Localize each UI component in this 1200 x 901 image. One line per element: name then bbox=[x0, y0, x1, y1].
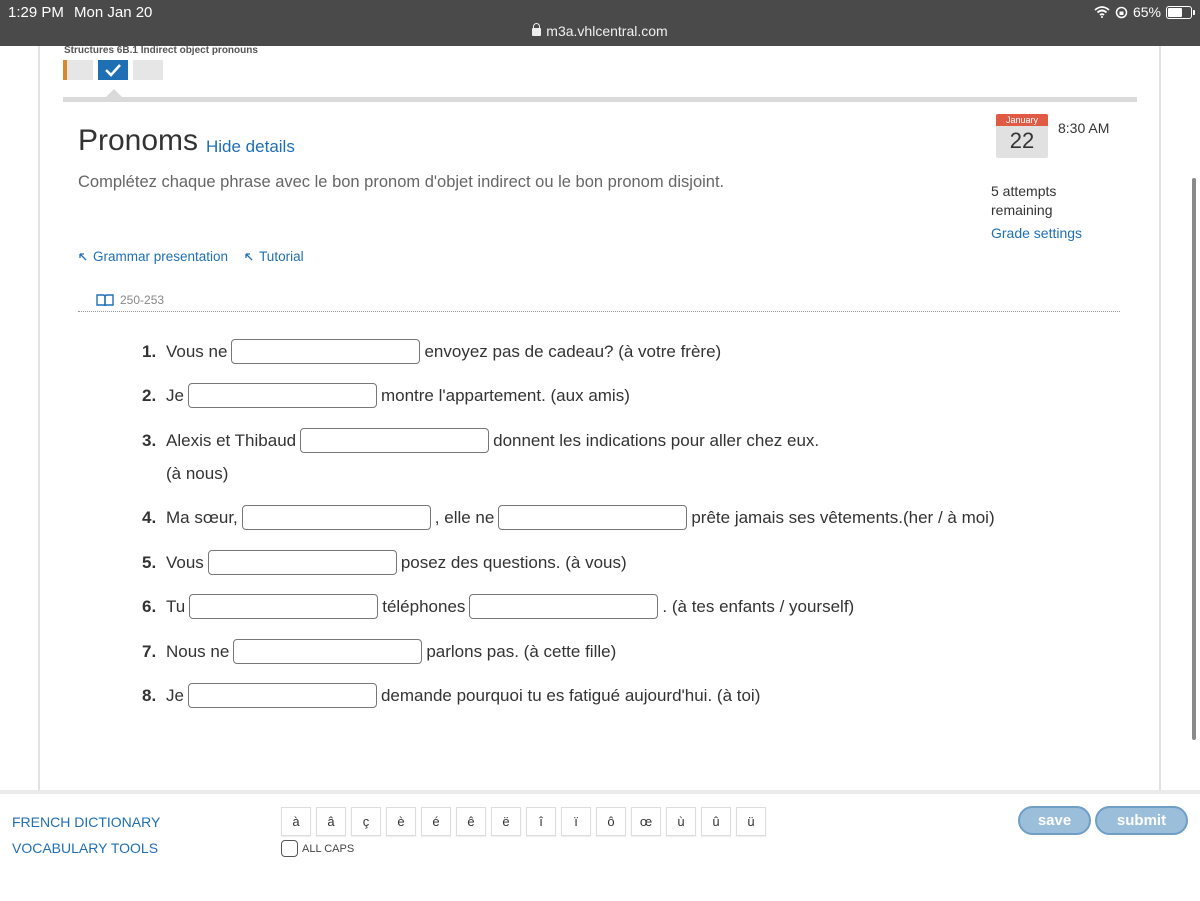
question-text: demande pourquoi tu es fatigué aujourd'hui. (à toi) bbox=[380, 685, 761, 705]
char-button[interactable]: ü bbox=[736, 807, 766, 836]
question-2 bbox=[142, 383, 630, 408]
tutorial-label: Tutorial bbox=[259, 249, 304, 264]
hide-details-link[interactable]: Hide details bbox=[206, 137, 295, 156]
all-caps-checkbox[interactable] bbox=[281, 840, 298, 857]
progress-step-2[interactable] bbox=[98, 60, 128, 80]
question-6 bbox=[142, 594, 854, 619]
all-caps-toggle[interactable] bbox=[281, 840, 354, 857]
url-text: m3a.vhlcentral.com bbox=[546, 23, 668, 39]
page-range: 250-253 bbox=[120, 293, 165, 307]
question-text: prête jamais ses vêtements.(her / à moi) bbox=[691, 507, 995, 527]
char-button[interactable]: â bbox=[316, 807, 346, 836]
status-date: Mon Jan 20 bbox=[74, 4, 153, 21]
frame-right-border bbox=[1159, 46, 1161, 791]
question-5 bbox=[142, 550, 627, 575]
question-3 bbox=[142, 428, 819, 453]
question-text: . (à tes enfants / yourself) bbox=[662, 596, 855, 616]
answer-input[interactable] bbox=[189, 594, 378, 619]
question-4 bbox=[142, 505, 995, 530]
answer-input[interactable] bbox=[233, 639, 422, 664]
page-title: Pronoms bbox=[78, 124, 199, 157]
question-text: Ma sœur, bbox=[166, 507, 238, 527]
french-dictionary-link[interactable]: FRENCH DICTIONARY bbox=[12, 814, 161, 830]
grammar-presentation-label: Grammar presentation bbox=[93, 249, 229, 264]
char-button[interactable]: û bbox=[701, 807, 731, 836]
question-8 bbox=[142, 683, 760, 708]
char-button[interactable]: è bbox=[386, 807, 416, 836]
answer-input[interactable] bbox=[498, 505, 687, 530]
content-divider bbox=[78, 311, 1120, 312]
accent-character-palette bbox=[281, 807, 766, 836]
vocabulary-tools-link[interactable]: VOCABULARY TOOLS bbox=[12, 840, 159, 856]
progress-step-3[interactable] bbox=[133, 60, 163, 80]
question-text: Vous bbox=[166, 552, 204, 572]
question-text: posez des questions. (à vous) bbox=[400, 552, 627, 572]
submit-button[interactable]: submit bbox=[1095, 806, 1188, 835]
question-text: Tu bbox=[166, 596, 186, 616]
answer-input[interactable] bbox=[231, 339, 420, 364]
answer-input[interactable] bbox=[242, 505, 431, 530]
resource-links bbox=[78, 249, 304, 264]
tutorial-link[interactable] bbox=[244, 249, 304, 264]
char-button[interactable]: é bbox=[421, 807, 451, 836]
address-bar[interactable] bbox=[0, 23, 1200, 39]
question-number: 1. bbox=[142, 341, 157, 361]
question-1 bbox=[142, 339, 721, 364]
orientation-lock-icon bbox=[1115, 6, 1128, 19]
bottom-toolbar bbox=[0, 790, 1200, 901]
question-number: 6. bbox=[142, 596, 157, 616]
book-icon bbox=[96, 294, 114, 307]
activity-progress bbox=[63, 60, 163, 80]
question-number: 2. bbox=[142, 385, 157, 405]
question-number: 3. bbox=[142, 430, 157, 450]
char-button[interactable]: ê bbox=[456, 807, 486, 836]
status-time: 1:29 PM bbox=[8, 4, 64, 21]
answer-input[interactable] bbox=[188, 683, 377, 708]
question-text: Je bbox=[166, 685, 184, 705]
answer-input[interactable] bbox=[208, 550, 397, 575]
battery-icon bbox=[1166, 6, 1192, 19]
scrollbar[interactable] bbox=[1192, 178, 1196, 740]
question-number: 4. bbox=[142, 507, 157, 527]
due-day: 22 bbox=[1009, 128, 1035, 153]
question-7 bbox=[142, 639, 616, 664]
question-text: Je bbox=[166, 385, 184, 405]
battery-percent: 65% bbox=[1132, 4, 1161, 20]
grade-settings-link[interactable]: Grade settings bbox=[991, 225, 1083, 241]
header-divider bbox=[63, 97, 1137, 102]
attempts-remaining: 5 attempts remaining bbox=[991, 183, 1057, 218]
question-text: Alexis et Thibaud bbox=[166, 430, 297, 450]
lock-icon bbox=[532, 28, 541, 36]
answer-input[interactable] bbox=[300, 428, 489, 453]
external-arrow-icon bbox=[244, 252, 254, 262]
question-text: montre l'appartement. (aux amis) bbox=[380, 385, 630, 405]
char-button[interactable]: à bbox=[281, 807, 311, 836]
question-text: Nous ne bbox=[166, 641, 230, 661]
instructions: Complétez chaque phrase avec le bon pronom d'objet indirect ou le bon pronom disjoint. bbox=[78, 173, 725, 191]
answer-input[interactable] bbox=[188, 383, 377, 408]
save-button[interactable]: save bbox=[1018, 806, 1091, 835]
status-indicators bbox=[1094, 4, 1192, 20]
frame-left-border bbox=[38, 46, 40, 791]
char-button[interactable]: î bbox=[526, 807, 556, 836]
due-month: January bbox=[996, 114, 1048, 126]
char-button[interactable]: ù bbox=[666, 807, 696, 836]
question-number: 8. bbox=[142, 685, 157, 705]
question-text: donnent les indications pour aller chez eux. bbox=[493, 430, 820, 450]
breadcrumb: Structures 6B.1 Indirect object pronouns bbox=[64, 45, 258, 56]
due-time: 8:30 AM bbox=[1058, 120, 1110, 136]
question-text: , elle ne bbox=[434, 507, 495, 527]
question-text: parlons pas. (à cette fille) bbox=[426, 641, 617, 661]
char-button[interactable]: ç bbox=[351, 807, 381, 836]
char-button[interactable]: ô bbox=[596, 807, 626, 836]
textbook-pages[interactable] bbox=[96, 293, 164, 307]
status-bar bbox=[0, 0, 1200, 46]
char-button[interactable]: ï bbox=[561, 807, 591, 836]
question-number: 5. bbox=[142, 552, 157, 572]
question-text: Vous ne bbox=[166, 341, 228, 361]
char-button[interactable]: ë bbox=[491, 807, 521, 836]
external-arrow-icon bbox=[78, 252, 88, 262]
progress-step-1[interactable] bbox=[63, 60, 93, 80]
question-text: envoyez pas de cadeau? (à votre frère) bbox=[424, 341, 722, 361]
question-3-continuation: (à nous) bbox=[166, 464, 229, 483]
char-button[interactable]: œ bbox=[631, 807, 661, 836]
wifi-icon bbox=[1094, 6, 1110, 18]
all-caps-label: ALL CAPS bbox=[302, 842, 355, 855]
answer-input[interactable] bbox=[469, 594, 658, 619]
question-text: téléphones bbox=[382, 596, 466, 616]
grammar-presentation-link[interactable] bbox=[78, 249, 228, 264]
due-date-calendar-icon bbox=[996, 114, 1048, 158]
question-number: 7. bbox=[142, 641, 157, 661]
checkmark-icon bbox=[104, 63, 122, 77]
